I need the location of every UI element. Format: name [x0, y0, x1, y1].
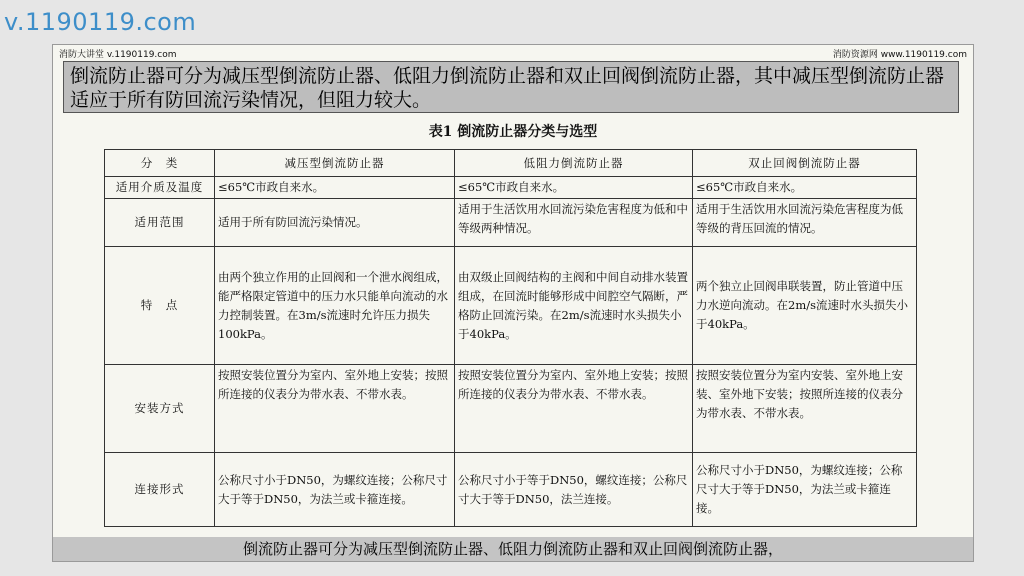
- bottom-caption: 倒流防止器可分为减压型倒流防止器、低阻力倒流防止器和双止回阀倒流防止器，: [53, 537, 973, 561]
- row-label: 特 点: [105, 247, 215, 365]
- table-cell: 按照安装位置分为室内、室外地上安装；按照所连接的仪表分为带水表、不带水表。: [455, 365, 693, 453]
- table-row: [105, 247, 917, 365]
- classification-table: [104, 149, 917, 527]
- table-cell: 按照安装位置分为室内、室外地上安装；按照所连接的仪表分为带水表、不带水表。: [215, 365, 455, 453]
- table-cell: 适用于生活饮用水回流污染危害程度为低和中等级两种情况。: [455, 199, 693, 247]
- header-double-check: 双止回阀倒流防止器: [693, 150, 917, 177]
- header-reduced-pressure: 减压型倒流防止器: [215, 150, 455, 177]
- row-label: 适用介质及温度: [105, 177, 215, 199]
- header-category: 分 类: [105, 150, 215, 177]
- watermark-left: 消防大讲堂 v.1190119.com: [59, 50, 177, 60]
- table-cell: 由双级止回阀结构的主阀和中间自动排水装置组成，在回流时能够形成中间腔空气隔断，严格防止回流污染。在2m/s流速时水头损失小于40kPa。: [455, 247, 693, 365]
- table-cell: 公称尺寸小于DN50，为螺纹连接；公称尺寸大于等于DN50，为法兰或卡箍连接。: [693, 453, 917, 527]
- table-cell: 按照安装位置分为室内安装、室外地上安装、室外地下安装；按照所连接的仪表分为带水表、不带水表。: [693, 365, 917, 453]
- table-cell: 公称尺寸小于DN50，为螺纹连接；公称尺寸大于等于DN50，为法兰或卡箍连接。: [215, 453, 455, 527]
- slide: [52, 44, 974, 562]
- site-url: v.1190119.com: [4, 8, 197, 36]
- header-low-resistance: 低阻力倒流防止器: [455, 150, 693, 177]
- table-cell: ≤65℃市政自来水。: [693, 177, 917, 199]
- table-row: [105, 365, 917, 453]
- table-cell: ≤65℃市政自来水。: [455, 177, 693, 199]
- table-row: [105, 453, 917, 527]
- watermark-right: 消防资源网 www.1190119.com: [832, 50, 967, 60]
- table-cell: ≤65℃市政自来水。: [215, 177, 455, 199]
- row-label: 安装方式: [105, 365, 215, 453]
- table-row: [105, 199, 917, 247]
- headline-text: 倒流防止器可分为减压型倒流防止器、低阻力倒流防止器和双止回阀倒流防止器，其中减压型倒流防止器适应于所有防回流污染情况，但阻力较大。: [63, 61, 959, 113]
- row-label: 适用范围: [105, 199, 215, 247]
- table-cell: 两个独立止回阀串联装置，防止管道中压力水逆向流动。在2m/s流速时水头损失小于40kPa。: [693, 247, 917, 365]
- table-cell: 适用于生活饮用水回流污染危害程度为低等级的背压回流的情况。: [693, 199, 917, 247]
- table-cell: 公称尺寸小于等于DN50，螺纹连接；公称尺寸大于等于DN50，法兰连接。: [455, 453, 693, 527]
- row-label: 连接形式: [105, 453, 215, 527]
- table-cell: 由两个独立作用的止回阀和一个泄水阀组成，能严格限定管道中的压力水只能单向流动的水力控制装置。在3m/s流速时允许压力损失100kPa。: [215, 247, 455, 365]
- table-cell: 适用于所有防回流污染情况。: [215, 199, 455, 247]
- table-title: 表1 倒流防止器分类与选型: [428, 124, 598, 140]
- table-row: [105, 177, 917, 199]
- table-header-row: [105, 150, 917, 177]
